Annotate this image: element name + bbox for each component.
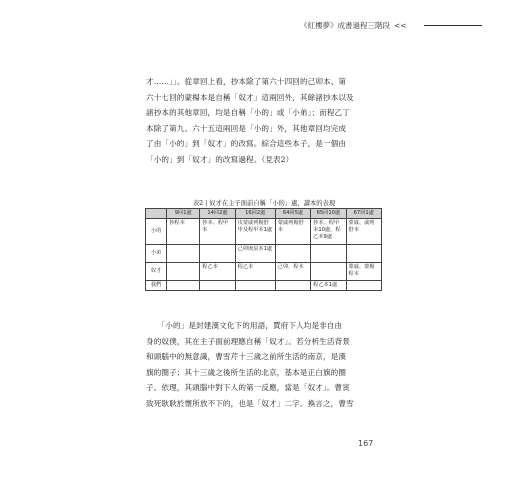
paragraph-line: 和頭腦中的無意識，曹雪芹十三歲之前所生活的南京，是漢 bbox=[146, 352, 347, 362]
comparison-table bbox=[145, 208, 382, 291]
table-cell: 蒙戚列楊舒本 bbox=[275, 219, 310, 245]
paragraph-line: 本除了第九、六十五這兩回是「小的」外，其他章回均完成 bbox=[146, 123, 347, 133]
paragraph-line: 六十七回的蒙楊本是自稱「奴才」這兩回外，其餘諸抄本以及 bbox=[146, 92, 354, 102]
table-cell: 抄程本 bbox=[167, 219, 200, 245]
header-arrows: << bbox=[394, 20, 407, 30]
paragraph-line: 致死耿耿於懷所放不下的，也是「奴才」二字。換言之，曹雪 bbox=[146, 398, 354, 408]
paragraph-line: 「小的」是封建漢文化下的用語，賈府下人均是非自由 bbox=[146, 321, 343, 330]
table-cell: 抄本、程甲本 bbox=[200, 219, 235, 245]
table-cell: 程乙本 bbox=[235, 263, 275, 281]
table-caption: 表2 | 奴才在主子面前自稱「小的」處，讀本的表現 bbox=[192, 200, 336, 207]
table-cell bbox=[275, 281, 310, 291]
paragraph-1 bbox=[146, 74, 382, 168]
table-cell bbox=[346, 281, 381, 291]
running-header bbox=[300, 18, 500, 32]
row-label: 小弟 bbox=[146, 245, 167, 263]
table-cell bbox=[346, 245, 381, 263]
paragraph-line: 「小的」到「奴才」的改寫過程。（見表2） bbox=[146, 154, 294, 164]
paragraph-2 bbox=[146, 318, 382, 412]
table-cell bbox=[167, 245, 200, 263]
table-cell bbox=[311, 263, 346, 281]
row-label: 我們 bbox=[146, 281, 167, 291]
paragraph-line: 了由「小的」到「奴才」的改寫。綜合這些本子，是一個由 bbox=[146, 139, 347, 149]
table-cell bbox=[200, 245, 235, 263]
table-cell: 程乙本1處 bbox=[311, 281, 346, 291]
table-header-cell: 9回1處 bbox=[167, 209, 200, 219]
table-cell: 己卯、程本 bbox=[275, 263, 310, 281]
paragraph-line: 子。依理，其頭腦中對下人的第一反應，當是「奴才」。曹寅 bbox=[146, 383, 350, 393]
table-cell: 己卯庚辰本1處 bbox=[235, 245, 275, 263]
table-cell: 抄本、程甲本10處，程乙本9處 bbox=[311, 219, 346, 245]
table-header-cell: 65回10處 bbox=[311, 209, 346, 219]
page-number: 167 bbox=[358, 439, 374, 448]
table-header-cell: 64回5處 bbox=[275, 209, 310, 219]
paragraph-line: 諸抄本的其他章回，均是自稱「小的」或「小弟」；而程乙丁 bbox=[146, 108, 350, 118]
paragraph-line: 身的奴僕，其在主子面前理應自稱「奴才」。若分析生活背景 bbox=[146, 336, 350, 346]
table-header-cell bbox=[146, 209, 167, 219]
table-cell: 蒙戚、戚列舒本 bbox=[346, 219, 381, 245]
table-row bbox=[146, 263, 382, 281]
table-row bbox=[146, 245, 382, 263]
table-header-row bbox=[146, 209, 382, 219]
table-cell bbox=[275, 245, 310, 263]
table-header-cell: 16回2處 bbox=[235, 209, 275, 219]
table-cell: 蒙戚、蒙楊程本 bbox=[346, 263, 381, 281]
table-cell: 程乙本 bbox=[200, 263, 235, 281]
table-cell: 戌蒙戚列楊舒甲及程甲本1處 bbox=[235, 219, 275, 245]
row-label: 小的 bbox=[146, 219, 167, 245]
table-cell bbox=[311, 245, 346, 263]
table-header-cell: 14回2處 bbox=[200, 209, 235, 219]
header-title: 《紅樓夢》成書過程三階段 bbox=[300, 20, 390, 30]
table-header-cell: 67回1處 bbox=[346, 209, 381, 219]
table-cell bbox=[167, 281, 200, 291]
row-label: 奴才 bbox=[146, 263, 167, 281]
table-cell bbox=[167, 263, 200, 281]
table-row bbox=[146, 281, 382, 291]
table-cell bbox=[235, 281, 275, 291]
table-row bbox=[146, 219, 382, 245]
paragraph-line: 旗的圈子；其十三歲之後所生活的北京，基本是正白旗的圈 bbox=[146, 367, 347, 377]
table-cell bbox=[200, 281, 235, 291]
paragraph-line: 才……」」。從章回上看，抄本除了第六十四回的己卯本、第 bbox=[146, 77, 347, 86]
header-rule bbox=[424, 25, 482, 26]
